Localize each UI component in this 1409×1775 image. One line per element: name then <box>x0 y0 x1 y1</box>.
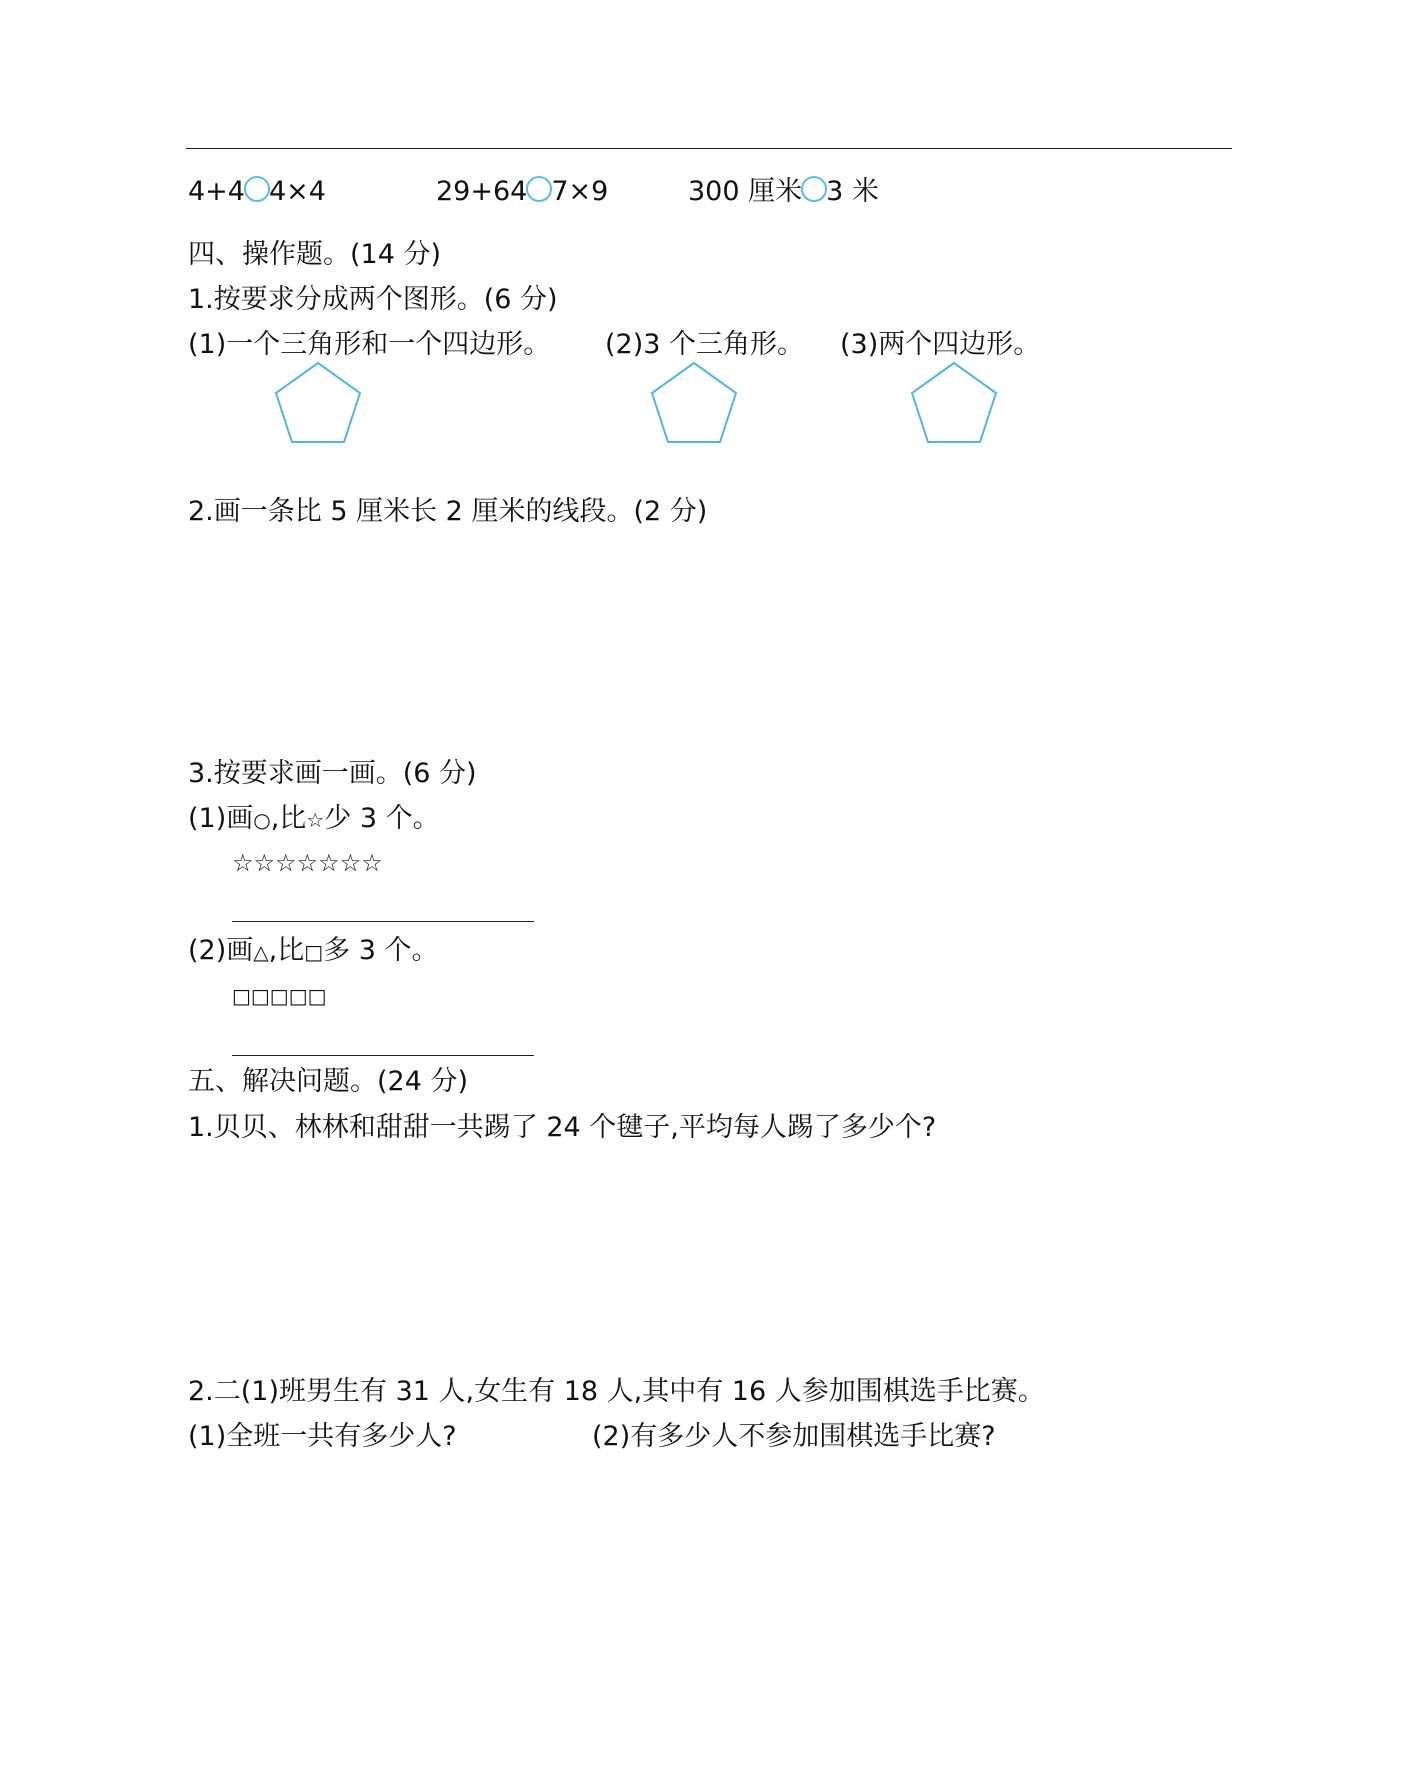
part2-label-a: (2)画 <box>188 935 254 966</box>
header-rule <box>186 148 1232 149</box>
section4-q1-option-3: (3)两个四边形。 <box>840 329 1041 360</box>
section4-q2-title: 2.画一条比 5 厘米长 2 厘米的线段。(2 分) <box>188 496 708 527</box>
part1-label-a: (1)画 <box>188 803 254 834</box>
comparison-item-3 <box>688 175 879 209</box>
comparison-answer-circle[interactable] <box>526 176 552 202</box>
section4-q1-option-2: (2)3 个三角形。 <box>605 329 805 360</box>
comparison-item-1 <box>188 175 326 209</box>
section5-q2-sub1: (1)全班一共有多少人? <box>188 1421 457 1452</box>
triangle-symbol: △ <box>253 940 269 964</box>
comparison-left: 300 厘米 <box>688 176 803 207</box>
answer-line-1[interactable] <box>232 921 534 922</box>
comparison-right: 3 米 <box>826 176 879 207</box>
circle-symbol: ○ <box>253 808 271 832</box>
part1-label-b: ,比 <box>270 803 307 834</box>
pentagon-shape-2 <box>648 360 740 446</box>
section4-q3-title: 3.按要求画一画。(6 分) <box>188 758 477 789</box>
comparison-left: 29+64 <box>436 176 528 207</box>
star-symbol: ☆ <box>306 808 325 832</box>
section5-q2-title: 2.二(1)班男生有 31 人,女生有 18 人,其中有 16 人参加围棋选手比赛。 <box>188 1376 1045 1407</box>
comparison-right: 4×4 <box>268 176 326 207</box>
section5-q2-sub2: (2)有多少人不参加围棋选手比赛? <box>592 1421 996 1452</box>
comparison-answer-circle[interactable] <box>801 176 827 202</box>
part1-label-c: 少 3 个。 <box>324 803 440 834</box>
comparison-item-2 <box>436 175 608 209</box>
section4-title: 四、操作题。(14 分) <box>188 239 442 270</box>
section4-q1-title: 1.按要求分成两个图形。(6 分) <box>188 284 558 315</box>
comparison-right: 7×9 <box>551 176 609 207</box>
section4-q3-part2 <box>188 934 438 969</box>
answer-line-2[interactable] <box>232 1055 534 1056</box>
section5-q1-title: 1.贝贝、林林和甜甜一共踢了 24 个毽子,平均每人踢了多少个? <box>188 1112 937 1143</box>
comparison-left: 4+4 <box>188 176 245 207</box>
part2-label-b: ,比 <box>268 935 305 966</box>
pentagon-shape-1 <box>272 360 364 446</box>
part2-label-c: 多 3 个。 <box>323 935 439 966</box>
section5-title: 五、解决问题。(24 分) <box>188 1066 469 1097</box>
section4-q3-part1 <box>188 802 440 837</box>
square-row: □□□□□ <box>232 984 327 1008</box>
comparison-answer-circle[interactable] <box>244 176 270 202</box>
pentagon-shape-3 <box>908 360 1000 446</box>
section4-q1-option-1: (1)一个三角形和一个四边形。 <box>188 329 551 360</box>
square-symbol: □ <box>304 940 324 964</box>
star-row: ☆☆☆☆☆☆☆ <box>232 849 383 877</box>
